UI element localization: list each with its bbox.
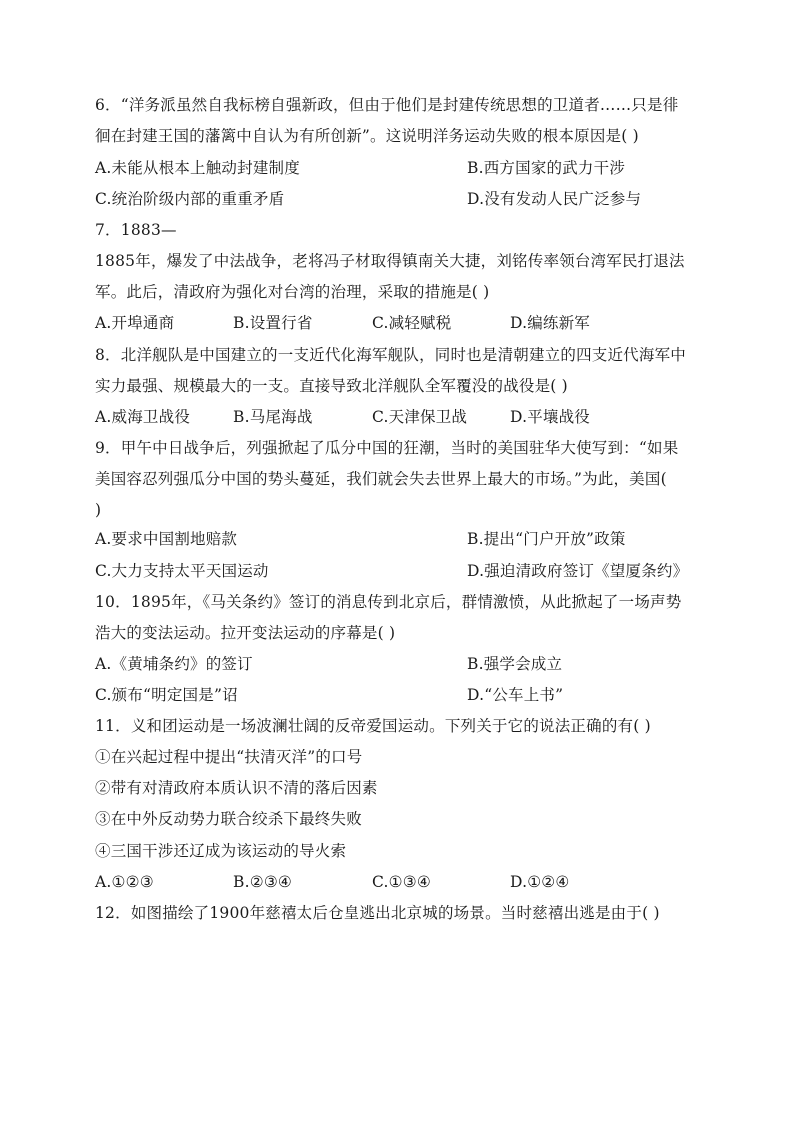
q7-option-a[interactable]: A.开埠通商 <box>95 314 175 332</box>
q10-option-d[interactable]: D.“公车上书” <box>467 686 564 704</box>
q11-option-c[interactable]: C.①③④ <box>372 873 431 891</box>
q10-option-b[interactable]: B.强学会成立 <box>467 655 563 673</box>
q6-option-a[interactable]: A.未能从根本上触动封建制度 <box>95 159 300 177</box>
q6-options-row2 <box>95 189 642 209</box>
q9-option-c[interactable]: C.大力支持太平天国运动 <box>95 562 269 580</box>
q6-options-row1 <box>95 158 626 178</box>
q9-option-a[interactable]: A.要求中国割地赔款 <box>95 530 238 548</box>
q8-stem-line1: 8．北洋舰队是中国建立的一支近代化海军舰队，同时也是清朝建立的四支近代海军中 <box>95 346 686 364</box>
q11-option-d[interactable]: D.①②④ <box>510 873 570 891</box>
q7-option-b[interactable]: B.设置行省 <box>233 314 313 332</box>
q11-options-row <box>95 872 695 892</box>
q7-option-c[interactable]: C.减轻赋税 <box>372 314 452 332</box>
q9-option-d[interactable]: D.强迫清政府签订《望厦条约》 <box>467 562 689 580</box>
q10-options-row1 <box>95 654 563 674</box>
q6-option-c[interactable]: C.统治阶级内部的重重矛盾 <box>95 190 285 208</box>
q10-options-row2 <box>95 685 564 705</box>
q9-stem-line3: ) <box>95 501 102 519</box>
q9-stem-line2: 美国容忍列强瓜分中国的势头蔓延，我们就会失去世界上最大的市场。”为此，美国( <box>95 470 667 488</box>
q6-stem-line2: 徊在封建王国的藩篱中自认为有所创新”。这说明洋务运动失败的根本原因是( ) <box>95 127 639 145</box>
q8-option-a[interactable]: A.威海卫战役 <box>95 408 191 426</box>
q8-option-d[interactable]: D.平壤战役 <box>510 408 591 426</box>
q12-stem-line1: 12．如图描绘了1900年慈禧太后仓皇逃出北京城的场景。当时慈禧出逃是由于( ) <box>95 904 660 922</box>
q6-stem-line1: 6．“洋务派虽然自我标榜自强新政，但由于他们是封建传统思想的卫道者……只是徘 <box>95 96 679 114</box>
q10-option-a[interactable]: A.《黄埔条约》的签订 <box>95 655 253 673</box>
q11-statement-4: ④三国干涉还辽成为该运动的导火索 <box>95 842 347 860</box>
q9-options-row1 <box>95 529 626 549</box>
q6-option-b[interactable]: B.西方国家的武力干涉 <box>467 159 626 177</box>
q11-statement-2: ②带有对清政府本质认识不清的落后因素 <box>95 779 378 797</box>
q10-stem-line2: 浩大的变法运动。拉开变法运动的序幕是( ) <box>95 624 396 642</box>
q9-stem-line1: 9．甲午中日战争后，列强掀起了瓜分中国的狂潮，当时的美国驻华大使写到：“如果 <box>95 439 679 457</box>
q11-statement-3: ③在中外反动势力联合绞杀下最终失败 <box>95 810 362 828</box>
q10-option-c[interactable]: C.颁布“明定国是”诏 <box>95 686 238 704</box>
q6-option-d[interactable]: D.没有发动人民广泛参与 <box>467 190 642 208</box>
q7-stem-line3: 军。此后，清政府为强化对台湾的治理，采取的措施是( ) <box>95 283 490 301</box>
q11-option-b[interactable]: B.②③④ <box>233 873 293 891</box>
q8-option-c[interactable]: C.天津保卫战 <box>372 408 468 426</box>
q11-stem-line1: 11．义和团运动是一场波澜壮阔的反帝爱国运动。下列关于它的说法正确的有( ) <box>95 717 651 735</box>
q9-option-b[interactable]: B.提出“门户开放”政策 <box>467 530 626 548</box>
q7-stem-line2: 1885年，爆发了中法战争，老将冯子材取得镇南关大捷，刘铭传率领台湾军民打退法 <box>95 252 685 270</box>
q8-options-row <box>95 407 695 427</box>
q8-option-b[interactable]: B.马尾海战 <box>233 408 313 426</box>
q11-option-a[interactable]: A.①②③ <box>95 873 154 891</box>
q10-stem-line1: 10．1895年，《马关条约》签订的消息传到北京后，群情激愤，从此掀起了一场声势 <box>95 593 682 611</box>
q11-statement-1: ①在兴起过程中提出“扶清灭洋”的口号 <box>95 748 363 766</box>
q7-stem-line1: 7．1883— <box>95 221 177 239</box>
q8-stem-line2: 实力最强、规模最大的一支。直接导致北洋舰队全军覆没的战役是( ) <box>95 377 568 395</box>
q9-options-row2 <box>95 561 689 581</box>
q7-option-d[interactable]: D.编练新军 <box>510 314 591 332</box>
q7-options-row <box>95 313 695 333</box>
